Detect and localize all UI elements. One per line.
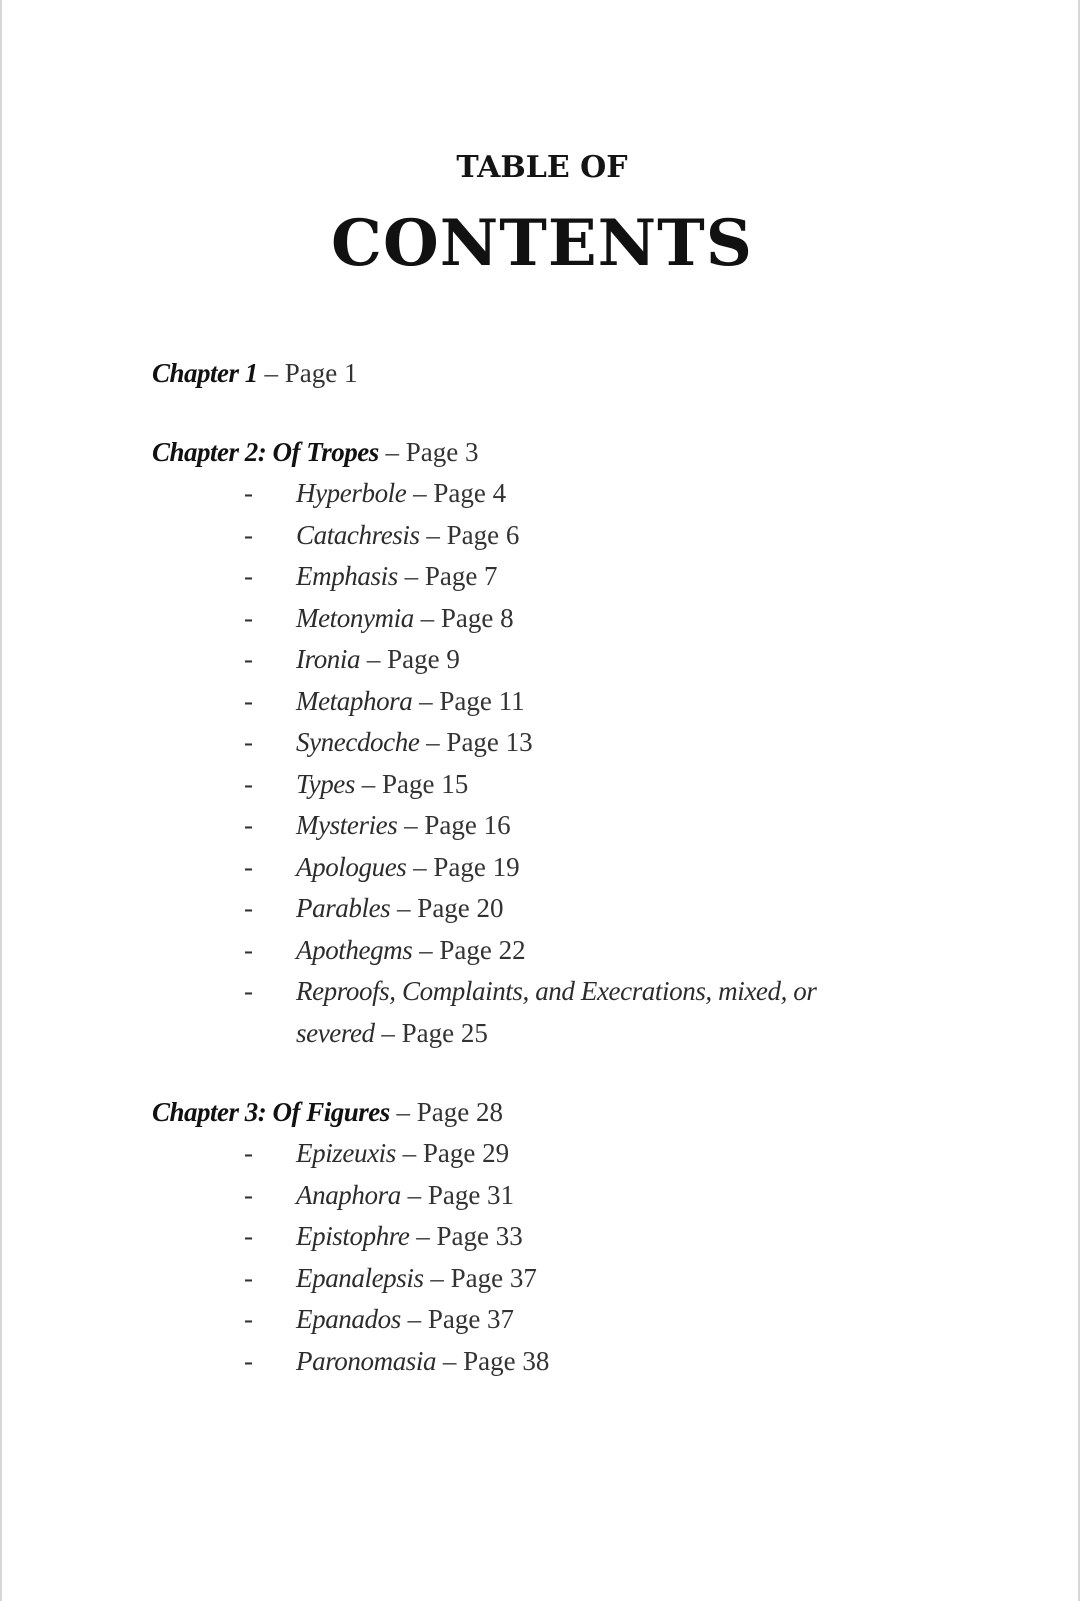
chapter-3-entries	[152, 1133, 992, 1382]
dash-bullet: -	[244, 1138, 253, 1168]
entry-page: – Page 33	[409, 1221, 523, 1251]
entry-page: – Page 25	[374, 1017, 488, 1048]
dash-bullet: -	[244, 478, 253, 508]
dash-bullet: -	[244, 1179, 253, 1210]
entry-title: Paronomasia	[296, 1345, 437, 1376]
entry-page: – Page 22	[412, 934, 526, 965]
entry-page: – Page 15	[355, 768, 469, 799]
toc-entry[interactable]	[152, 598, 992, 640]
toc-entry[interactable]	[152, 847, 992, 889]
dash-bullet: -	[244, 1221, 253, 1251]
section-gap	[152, 394, 992, 431]
toc-entry[interactable]	[152, 971, 896, 1054]
dash-bullet: -	[244, 976, 253, 1006]
toc-entry[interactable]	[152, 515, 992, 557]
entry-title: Epizeuxis	[296, 1138, 396, 1168]
toc-entry[interactable]	[152, 1175, 992, 1217]
entry-page: – Page 16	[397, 810, 511, 840]
toc-entry[interactable]	[152, 888, 992, 930]
entry-page: – Page 4	[406, 478, 507, 508]
entry-title: Parables	[296, 893, 391, 923]
entry-page: – Page 9	[360, 644, 460, 674]
entry-title: Emphasis	[296, 561, 398, 591]
chapter-label: Chapter 1	[152, 358, 258, 388]
toc-entry[interactable]	[152, 639, 992, 681]
entry-title: Types	[296, 768, 355, 799]
entry-title: Ironia	[296, 644, 361, 674]
dash-bullet: -	[244, 644, 253, 674]
entry-title: Epanalepsis	[296, 1262, 424, 1293]
dash-bullet: -	[244, 1262, 253, 1293]
toc-entry[interactable]	[152, 764, 992, 806]
entry-page: – Page 13	[419, 727, 533, 757]
entry-title: Hyperbole	[296, 478, 407, 508]
entry-title: Epanados	[296, 1304, 401, 1334]
entry-page: – Page 8	[413, 602, 514, 633]
chapter-2-entries	[152, 473, 992, 1054]
chapter-page: – Page 1	[257, 358, 358, 388]
entry-page: – Page 11	[412, 685, 525, 716]
dash-bullet: -	[244, 1345, 253, 1376]
toc-entry[interactable]	[152, 1341, 992, 1383]
chapter-page: – Page 28	[389, 1097, 504, 1127]
title-line-1: TABLE OF	[456, 150, 628, 185]
entry-title: Mysteries	[296, 810, 398, 840]
entry-page: – Page 20	[390, 893, 504, 923]
entry-page: – Page 37	[423, 1262, 537, 1293]
entry-page: – Page 7	[397, 561, 498, 591]
toc-entry[interactable]	[152, 1133, 992, 1175]
entry-page: – Page 38	[436, 1345, 550, 1376]
entry-title: Synecdoche	[296, 727, 420, 757]
toc-entry[interactable]	[152, 1216, 992, 1258]
dash-bullet: -	[244, 519, 253, 550]
toc-entry[interactable]	[152, 1258, 992, 1300]
dash-bullet: -	[244, 727, 253, 757]
entry-page: – Page 29	[395, 1138, 510, 1168]
dash-bullet: -	[244, 685, 253, 716]
toc-entry[interactable]	[152, 681, 992, 723]
toc-entry[interactable]	[152, 930, 992, 972]
chapter-2-heading[interactable]	[152, 431, 992, 473]
toc-entry[interactable]	[152, 473, 992, 515]
entry-title: Apothegms	[296, 934, 413, 965]
entry-page: – Page 19	[406, 851, 520, 882]
entry-page: – Page 6	[419, 519, 520, 550]
chapter-label: Chapter 3: Of Figures	[152, 1097, 390, 1127]
dash-bullet: -	[244, 768, 253, 799]
entry-title: Anaphora	[296, 1179, 401, 1210]
dash-bullet: -	[244, 561, 253, 591]
entry-page: – Page 37	[400, 1304, 515, 1334]
entry-title: Apologues	[296, 851, 407, 882]
section-gap	[152, 1054, 992, 1091]
toc-entry[interactable]	[152, 722, 992, 764]
entry-title: Metaphora	[296, 685, 413, 716]
dash-bullet: -	[244, 602, 253, 633]
toc-entry[interactable]	[152, 805, 992, 847]
dash-bullet: -	[244, 810, 253, 840]
page-title: CONTENTS	[331, 206, 753, 281]
entry-title: Catachresis	[296, 519, 420, 550]
table-of-contents	[152, 352, 992, 1382]
chapter-1-heading[interactable]	[152, 352, 992, 394]
dash-bullet: -	[244, 934, 253, 965]
dash-bullet: -	[244, 851, 253, 882]
dash-bullet: -	[244, 1304, 253, 1334]
dash-bullet: -	[244, 893, 253, 923]
toc-entry[interactable]	[152, 1299, 992, 1341]
entry-title: Epistophre	[296, 1221, 410, 1251]
entry-title: Metonymia	[296, 602, 414, 633]
toc-entry[interactable]	[152, 556, 992, 598]
chapter-page: – Page 3	[378, 437, 479, 467]
chapter-3-heading[interactable]	[152, 1091, 992, 1133]
chapter-label: Chapter 2: Of Tropes	[152, 437, 379, 467]
entry-page: – Page 31	[400, 1179, 515, 1210]
entry-title: Reproofs, Complaints, and Execrations, mixed, or severed	[296, 976, 817, 1048]
